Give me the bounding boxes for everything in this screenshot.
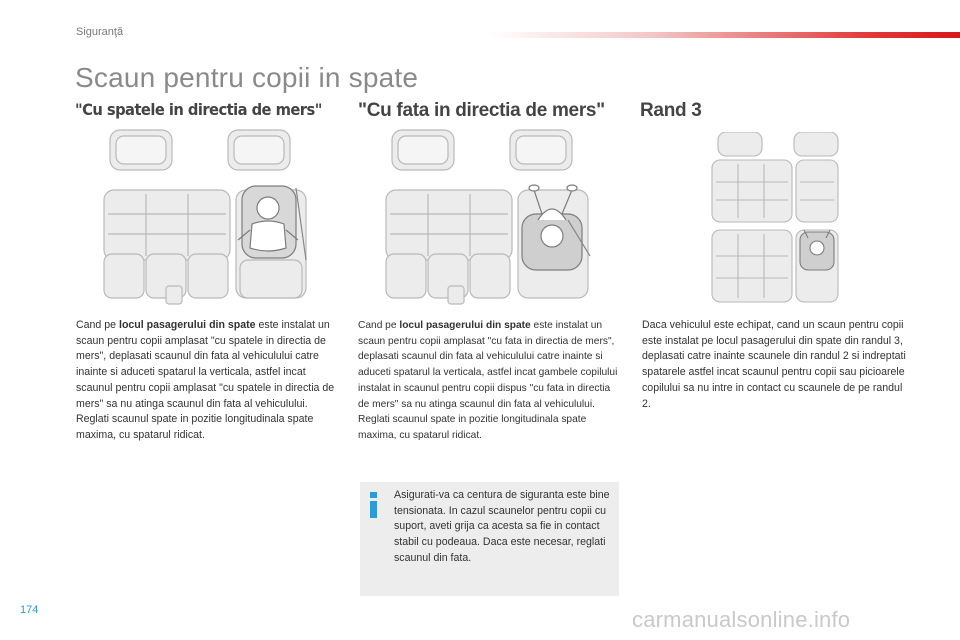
- paragraph-forward-facing: Cand pe locul pasagerului din spate este instalat un scaun pentru copii amplasat "cu fata in directia de mers", deplasati scaunul din fata al vehiculului catre inainte si aduceti spatarul la verticala, astfel incat gambele copilului instalat in scaunul pentru copii dispus "cu fata in directia de mers" sa nu atinga scaunul din fata al vehiculului. Reglati scaunul spate in pozitie longitudinala spate maxima, cu spatarul ridicat.: [358, 320, 618, 441]
- heading-rear-facing: "Cu spatele in directia de mers": [75, 100, 322, 119]
- page-number: 174: [20, 604, 39, 616]
- watermark: carmanualsonline.info: [632, 607, 851, 632]
- bold-rear-seat: locul pasagerului din spate: [119, 319, 256, 331]
- heading-row-3: Rand 3: [640, 100, 702, 121]
- paragraph-row-3: Daca vehiculul este echipat, cand un scaun pentru copii este instalat pe locul pasagerului din spate din randul 3, deplasati catre inainte scaunele din randul 2 si indreptati spatarele astfel incat scaunul pentru copii sau picioarele copilului sa nu intre in contact cu scaunele de pe randul 2.: [642, 319, 906, 410]
- row-3-seat-figure: [708, 132, 844, 304]
- info-text: Asigurati-va ca centura de siguranta este bine tensionata. In cazul scaunelor pentru copii cu suport, aveti grija ca acesta sa fie in contact stabil cu podeaua. Daca este necesar, reglati scaunul din fata.: [394, 489, 610, 564]
- bold-rear-seat: locul pasagerului din spate: [399, 320, 531, 331]
- page-title: Scaun pentru copii in spate: [75, 62, 419, 93]
- info-icon: [370, 492, 377, 518]
- rear-facing-seat-figure: [100, 128, 320, 310]
- section-label: Siguranţă: [76, 26, 124, 38]
- heading-forward-facing: "Cu fata in directia de mers": [358, 100, 605, 121]
- header-rule: [488, 32, 960, 38]
- forward-facing-seat-figure: [382, 128, 602, 310]
- info-box: [360, 482, 619, 596]
- paragraph-rear-facing: Cand pe locul pasagerului din spate este instalat un scaun pentru copii amplasat "cu spatele in directia de mers", deplasati scaunul din fata al vehiculului catre inainte si aduceti spatarul la verticala, astfel incat scaunul pentru copii amplasat "cu spatele in directia de mers" sa nu atinga scaunul din fata al vehiculului. Reglati scaunul spate in pozitie longitudinala spate maxima, cu spatarul ridicat.: [76, 319, 335, 441]
